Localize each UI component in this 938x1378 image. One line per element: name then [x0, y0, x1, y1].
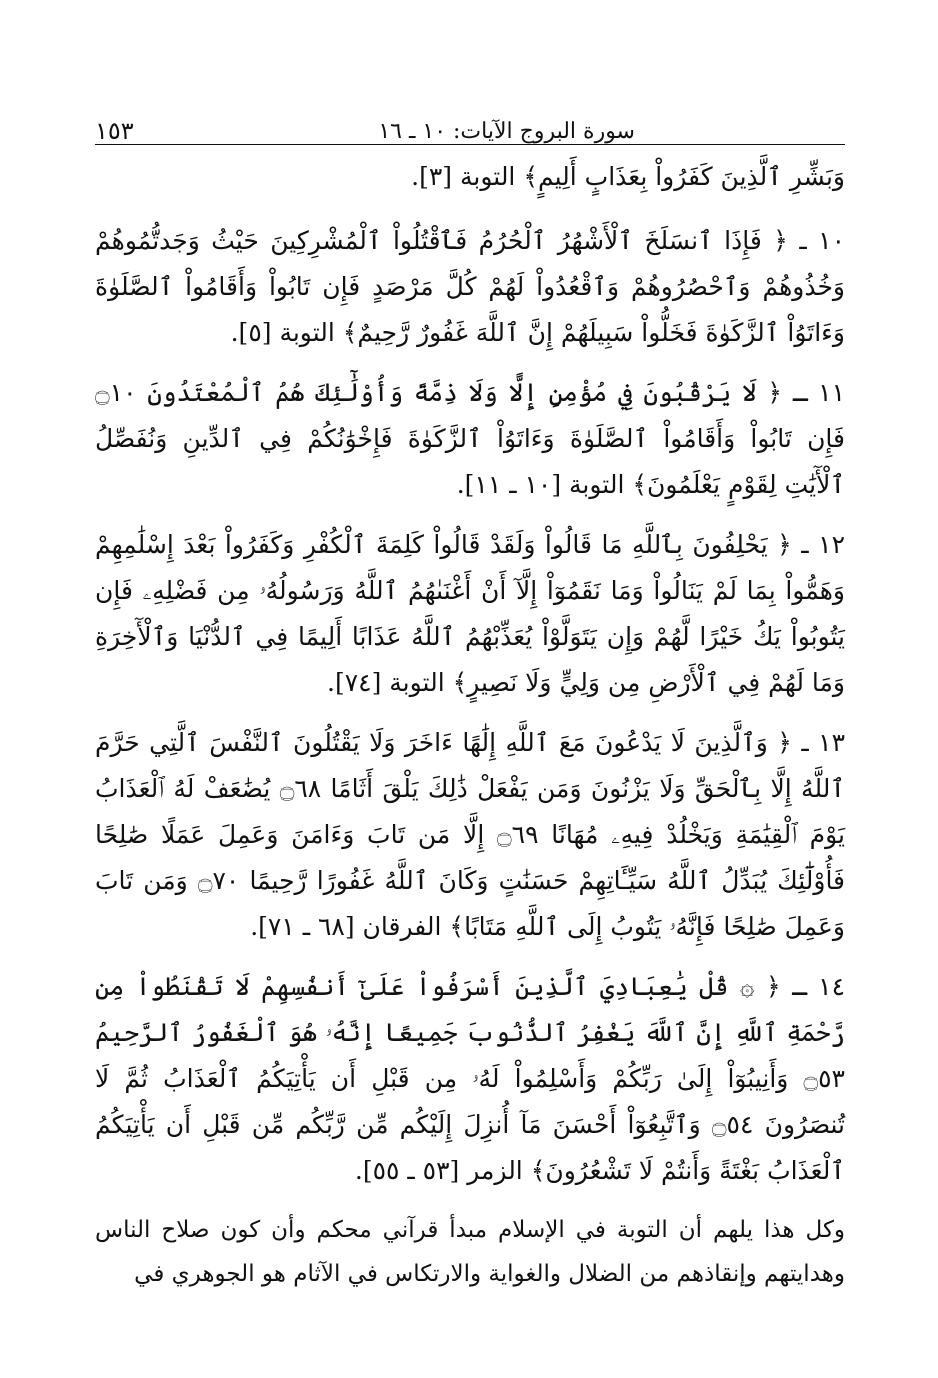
- surah-title: سورة البروج الآيات: ١٠ ـ ١٦: [378, 118, 635, 144]
- verse-paragraph-11: ١١ ـ ﴿ لَا يَرْقُبُونَ فِي مُؤْمِنٍ إِلًّا وَلَا ذِمَّةً وَأُوْلَٰٓئِكَ هُمُ ٱلْمُعْتَدُونَ ۝١٠ فَإِن تَابُواْ وَأَقَامُواْ ٱلصَّلَوٰةَ وَءَاتَوُاْ ٱلزَّكَوٰةَ فَإِخْوَٰنُكُمْ فِي ٱلدِّينِ وَنُفَصِّلُ ٱلْأٓيَٰتِ لِقَوْمٍ يَعْلَمُونَ﴾ التوبة [١٠ ـ ١١].: [95, 378, 845, 499]
- book-page: [95, 100, 845, 1340]
- verse-paragraph-10: ١٠ ـ ﴿ فَإِذَا ٱنسَلَخَ ٱلْأَشْهُرُ ٱلْحُرُمُ فَٱقْتُلُواْ ٱلْمُشْرِكِينَ حَيْثُ وَجَدتُّمُوهُمْ وَخُذُوهُمْ وَٱحْصُرُوهُمْ وَٱقْعُدُواْ لَهُمْ كُلَّ مَرْصَدٍ فَإِن تَابُواْ وَأَقَامُواْ ٱلصَّلَوٰةَ وَءَاتَوُاْ ٱلزَّكَوٰةَ فَخَلُّواْ سَبِيلَهُمْ إِنَّ ٱللَّهَ غَفُورٌ رَّحِيمٌ﴾ التوبة [٥].: [95, 226, 845, 347]
- verse-paragraph-14: ١٤ ـ ﴿ ۞ قُلْ يَٰعِبَادِيَ ٱلَّذِينَ أَسْرَفُواْ عَلَىٰٓ أَنفُسِهِمْ لَا تَقْنَطُواْ مِن رَّحْمَةِ ٱللَّهِ إِنَّ ٱللَّهَ يَغْفِرُ ٱلذُّنُوبَ جَمِيعًا إِنَّهُۥ هُوَ ٱلْغَفُورُ ٱلرَّحِيمُ ۝٥٣ وَأَنِيبُوٓاْ إِلَىٰ رَبِّكُمْ وَأَسْلِمُواْ لَهُۥ مِن قَبْلِ أَن يَأْتِيَكُمُ ٱلْعَذَابُ ثُمَّ لَا تُنصَرُونَ ۝٥٤ وَٱتَّبِعُوٓاْ أَحْسَنَ مَآ أُنزِلَ إِلَيْكُم مِّن رَّبِّكُم مِّن قَبْلِ أَن يَأْتِيَكُمُ ٱلْعَذَابُ بَغْتَةً وَأَنتُمْ لَا تَشْعُرُونَ﴾ الزمر [٥٣ ـ ٥٥].: [95, 972, 845, 1185]
- verse-paragraph-13: ١٣ ـ ﴿ وَٱلَّذِينَ لَا يَدْعُونَ مَعَ ٱللَّهِ إِلَٰهًا ءَاخَرَ وَلَا يَقْتُلُونَ ٱلنَّفْسَ ٱلَّتِي حَرَّمَ ٱللَّهُ إِلَّا بِٱلْحَقِّ وَلَا يَزْنُونَ وَمَن يَفْعَلْ ذَٰلِكَ يَلْقَ أَثَامًا ۝٦٨ يُضَٰعَفْ لَهُ ٱلْعَذَابُ يَوْمَ ٱلْقِيَٰمَةِ وَيَخْلُدْ فِيهِۦ مُهَانًا ۝٦٩ إِلَّا مَن تَابَ وَءَامَنَ وَعَمِلَ عَمَلًا صَٰلِحًا فَأُوْلَٰٓئِكَ يُبَدِّلُ ٱللَّهُ سَيِّـَٔاتِهِمْ حَسَنَٰتٍ وَكَانَ ٱللَّهُ غَفُورًا رَّحِيمًا ۝٧٠ وَمَن تَابَ وَعَمِلَ صَٰلِحًا فَإِنَّهُۥ يَتُوبُ إِلَى ٱللَّهِ مَتَابًا﴾ الفرقان [٦٨ ـ ٧١].: [95, 728, 846, 941]
- page-body: [95, 154, 845, 1319]
- verse-paragraph-12: ١٢ ـ ﴿ يَحْلِفُونَ بِٱللَّهِ مَا قَالُواْ وَلَقَدْ قَالُواْ كَلِمَةَ ٱلْكُفْرِ وَكَفَرُواْ بَعْدَ إِسْلَٰمِهِمْ وَهَمُّواْ بِمَا لَمْ يَنَالُواْ وَمَا نَقَمُوٓاْ إِلَّآ أَنْ أَغْنَىٰهُمُ ٱللَّهُ وَرَسُولُهُۥ مِن فَضْلِهِۦ فَإِن يَتُوبُواْ يَكُ خَيْرًا لَّهُمْ وَإِن يَتَوَلَّوْاْ يُعَذِّبْهُمُ ٱللَّهُ عَذَابًا أَلِيمًا فِي ٱلدُّنْيَا وَٱلْأٓخِرَةِ وَمَا لَهُمْ فِي ٱلْأَرْضِ مِن وَلِيٍّ وَلَا نَصِيرٍ﴾ التوبة [٧٤].: [95, 530, 845, 697]
- page-number: ١٥٣: [95, 117, 134, 145]
- header-divider: [95, 144, 845, 145]
- verse-paragraph-continuation: وَبَشِّرِ ٱلَّذِينَ كَفَرُواْ بِعَذَابٍ أَلِيمٍ﴾ التوبة [٣].: [411, 162, 845, 191]
- commentary-paragraph: وكل هذا يلهم أن التوبة في الإسلام مبدأ قرآني محكم وأن كون صلاح الناس وهدايتهم وإنقاذهم من الضلال والغواية والارتكاس في الآثام هو الجوهري في: [95, 1217, 845, 1287]
- page-header: [95, 114, 845, 148]
